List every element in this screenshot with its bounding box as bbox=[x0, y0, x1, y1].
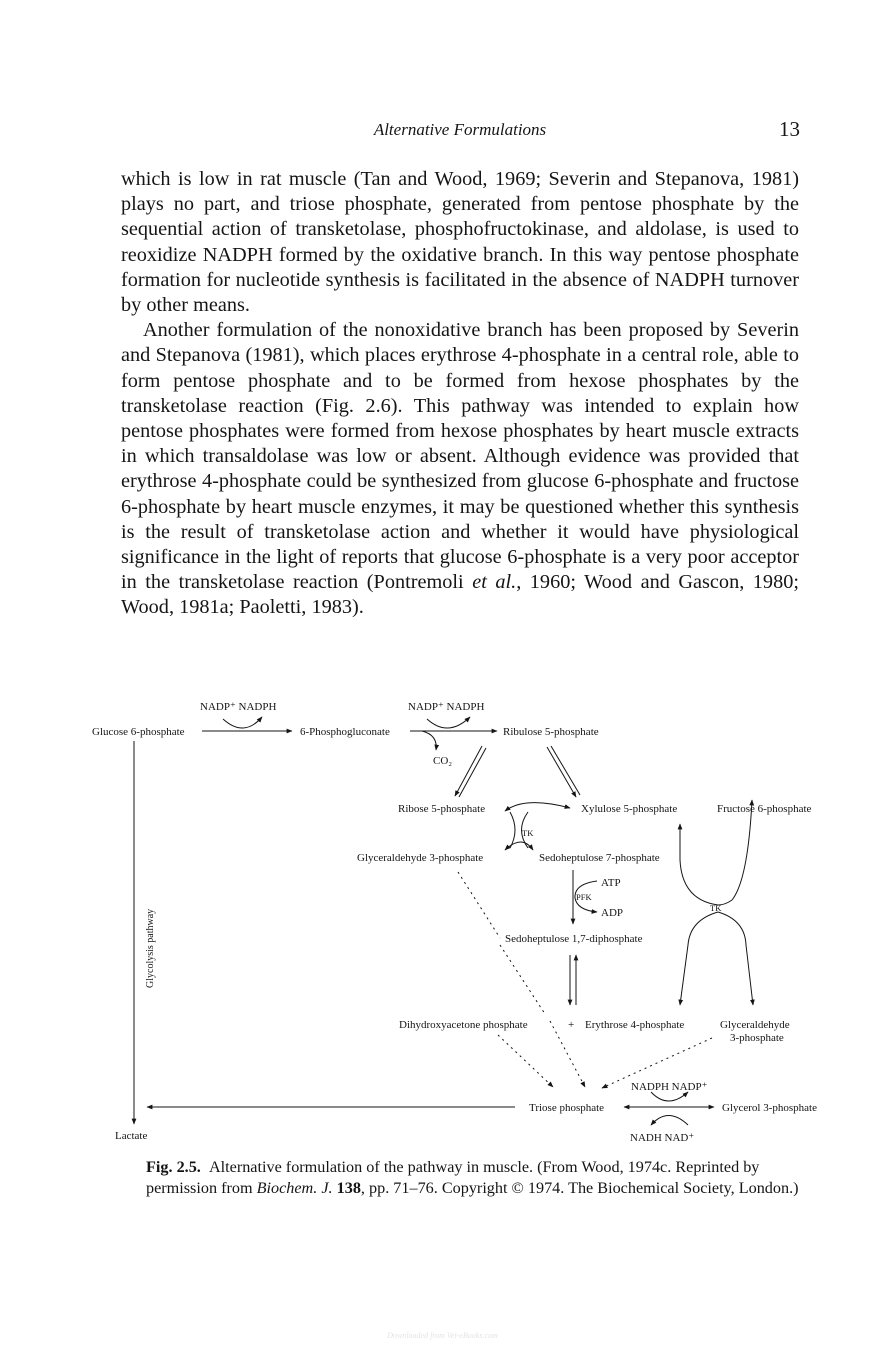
paragraph-2-italic: et al. bbox=[472, 571, 517, 594]
label-fructose-6p: Fructose 6-phosphate bbox=[717, 803, 812, 815]
label-co2: CO₂ bbox=[433, 755, 453, 767]
label-atp: ATP bbox=[601, 877, 621, 889]
dashed-g3p-to-s17dp bbox=[458, 872, 500, 938]
label-adp: ADP bbox=[601, 907, 624, 919]
tk-hourglass-left-top bbox=[680, 824, 718, 905]
paragraph-1: which is low in rat muscle (Tan and Wood, 1969; Severin and Stepanova, 1981) plays no part, and triose phosphate, generated from pentose phosphate by the sequential action of transketolase, phosphofructokinase, and aldolase, is used to reoxidize NADPH formed by the oxidative branch. In this way pentose phosphate formation for nucleotide synthesis is facilitated in the absence of NADPH turnover by other means. bbox=[121, 168, 799, 317]
tk-hourglass-right-top bbox=[718, 800, 752, 905]
label-sedoheptulose-17dp: Sedoheptulose 1,7-diphosphate bbox=[505, 933, 643, 945]
nadph-nadp-curve bbox=[651, 1092, 688, 1101]
caption-text-2: , pp. 71–76. Copyright © 1974. The Biochemical Society, London.) bbox=[360, 1179, 799, 1197]
tk-cross-curve-a bbox=[505, 803, 570, 811]
page-number: 13 bbox=[779, 117, 800, 141]
label-sedoheptulose-7p: Sedoheptulose 7-phosphate bbox=[539, 852, 660, 864]
label-glyceraldehyde-right-2: 3-phosphate bbox=[730, 1032, 784, 1044]
label-xylulose-5p: Xylulose 5-phosphate bbox=[581, 803, 678, 815]
label-glyceraldehyde-right-1: Glyceraldehyde bbox=[720, 1019, 790, 1031]
ru5p-to-xu5p-line-a bbox=[547, 747, 576, 797]
caption-journal: Biochem. J. bbox=[256, 1179, 333, 1197]
running-header: Alternative Formulations bbox=[373, 120, 547, 139]
label-nadp-nadph-1: NADP⁺ NADPH bbox=[200, 701, 277, 713]
label-dhap: Dihydroxyacetone phosphate bbox=[399, 1019, 528, 1031]
tk-cross-curve-c bbox=[510, 812, 515, 848]
label-nadp-nadph-2: NADP⁺ NADPH bbox=[408, 701, 485, 713]
label-ribose-5p: Ribose 5-phosphate bbox=[398, 803, 486, 815]
tk-hourglass-right-bottom bbox=[718, 912, 753, 1005]
caption-text-1: Alternative formulation of the pathway in muscle. (From Wood, 1974c. Reprinted by permission from bbox=[146, 1158, 760, 1197]
dashed-s17dp-to-dhap bbox=[500, 945, 545, 1014]
tk-cross-curve-b bbox=[505, 842, 533, 850]
watermark: Downloaded from Vet-eBooks.com bbox=[387, 1331, 498, 1340]
label-nadh-nad: NADH NAD⁺ bbox=[630, 1132, 695, 1144]
label-glyceraldehyde-3p-left: Glyceraldehyde 3-phosphate bbox=[357, 852, 484, 864]
label-tk-1: TK bbox=[522, 828, 534, 838]
tk-hourglass-left-bottom bbox=[680, 912, 718, 1005]
label-erythrose-4p: Erythrose 4-phosphate bbox=[585, 1019, 685, 1031]
cofactor-curve-1 bbox=[223, 717, 262, 728]
ru5p-to-xu5p-line-b bbox=[551, 746, 580, 795]
body-text bbox=[121, 167, 799, 621]
label-glycolysis-pathway: Glycolysis pathway bbox=[145, 908, 156, 988]
cofactor-curve-2 bbox=[427, 717, 470, 728]
paragraph-2 bbox=[121, 318, 799, 620]
ru5p-to-r5p-line-b bbox=[459, 748, 486, 797]
label-triose-phosphate: Triose phosphate bbox=[529, 1102, 605, 1114]
label-glucose-6p: Glucose 6-phosphate bbox=[92, 726, 185, 738]
label-6-phosphogluconate: 6-Phosphogluconate bbox=[300, 726, 390, 738]
label-pfk: PFK bbox=[576, 892, 592, 902]
label-plus: + bbox=[568, 1019, 575, 1031]
dashed-dhap-to-triose-b bbox=[498, 1035, 553, 1087]
label-lactate: Lactate bbox=[115, 1130, 148, 1142]
label-nadph-nadp: NADPH NADP⁺ bbox=[631, 1081, 708, 1093]
label-ribulose-5p: Ribulose 5-phosphate bbox=[503, 726, 599, 738]
paragraph-2-text: Another formulation of the nonoxidative branch has been proposed by Severin and Stepanova (1981), which places erythrose 4-phosphate in a central role, able to form pentose phosphate and to be formed from hexose phosphates by the transketolase reaction (Fig. 2.6). This pathway was intended to explain how pentose phosphates were formed from hexose phosphates by heart muscle extracts in which transaldolase was low or absent. Although evidence was provided that erythrose 4-phosphate could be synthesized from glucose 6-phosphate and fructose 6-phosphate by heart muscle enzymes, it may be questioned whether this synthesis is the result of transketolase action and whether it would have physiological significance in the light of reports that glucose 6-phosphate is a very poor acceptor in the transketolase reaction (Pontremoli bbox=[121, 319, 799, 594]
pathway-diagram bbox=[0, 690, 885, 1150]
ru5p-to-r5p-line-a bbox=[455, 746, 482, 796]
figure-caption bbox=[146, 1157, 800, 1199]
caption-volume: 138 bbox=[336, 1179, 361, 1197]
paragraph-2-tail: , 1960; Wood and Gascon, 1980; Wood, 1981a; Paoletti, 1983). bbox=[121, 571, 799, 619]
caption-label: Fig. 2.5. bbox=[146, 1158, 201, 1176]
label-tk-2: TK bbox=[710, 903, 722, 913]
nadh-nad-curve bbox=[651, 1116, 688, 1126]
co2-branch bbox=[422, 731, 436, 750]
label-glycerol-3p: Glycerol 3-phosphate bbox=[722, 1102, 817, 1114]
